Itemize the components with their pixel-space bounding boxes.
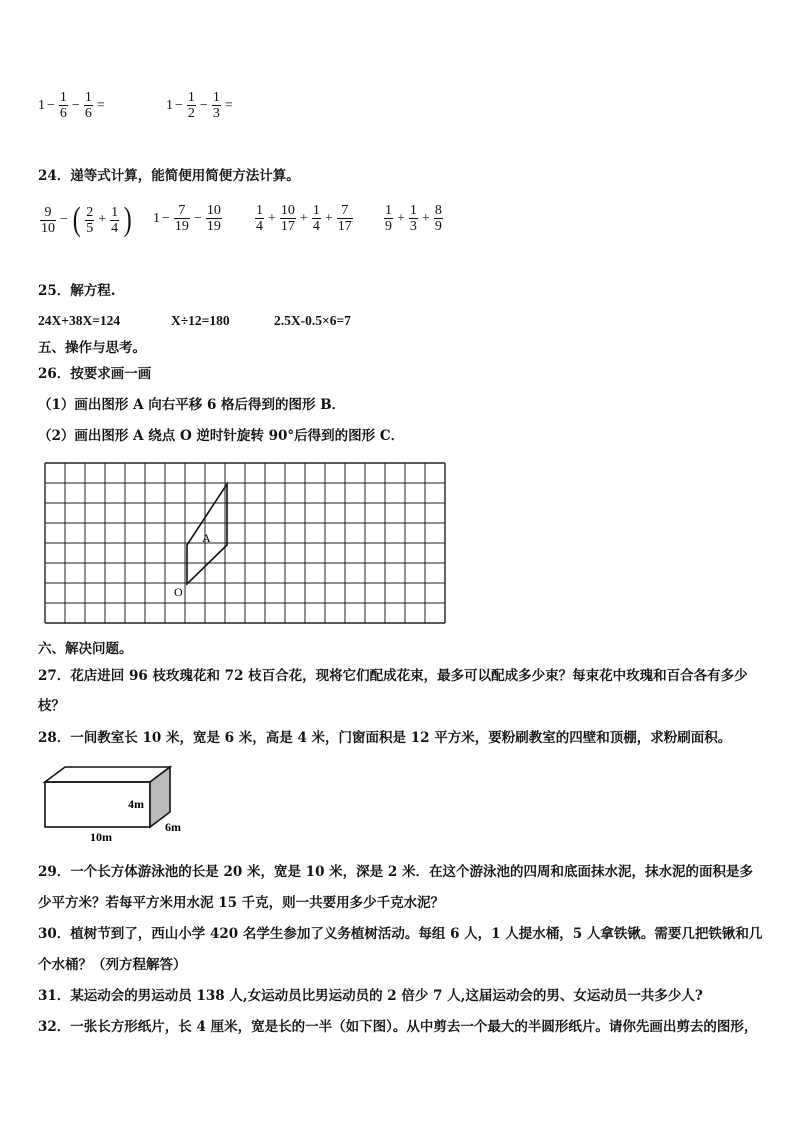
equation-1: 24X+38X=124 — [38, 313, 121, 328]
question-27-line-1: 27．花店进回 96 枝玫瑰花和 72 枝百合花，现将它们配成花束，最多可以配成多少束？每束花中玫瑰和百合各有多少 — [38, 668, 748, 684]
fraction: $\frac{2}{5}$ — [86, 204, 94, 236]
question-25: 25．解方程. — [38, 283, 116, 299]
question-30-line-2: 个水桶？（列方程解答） — [38, 957, 187, 973]
question-26-part-1: （1）画出图形 A 向右平移 6 格后得到的图形 B． — [38, 397, 346, 413]
fraction: $\frac{9}{10}$ — [41, 204, 55, 236]
plus-sign: + — [397, 210, 405, 226]
label-o: O — [174, 585, 183, 599]
minus-sign: − — [47, 97, 55, 113]
minus-sign: − — [193, 210, 202, 226]
plus-sign: + — [299, 210, 308, 226]
minus-sign: − — [71, 97, 80, 113]
fraction: $\frac{1}{6}$ — [59, 90, 67, 121]
fraction: $\frac{7}{17}$ — [337, 203, 352, 234]
plus-sign: + — [324, 210, 333, 226]
minus-sign: − — [199, 97, 208, 113]
equals-sign: = — [224, 97, 233, 113]
expression-1 — [38, 90, 107, 121]
section-5-heading: 五、操作与思考。 — [38, 340, 146, 356]
minus-sign: − — [60, 212, 68, 227]
plus-sign: + — [268, 210, 276, 226]
q24-expression-2 — [153, 203, 224, 234]
question-26: 26．按要求画一画 — [38, 366, 152, 382]
fraction: $\frac{1}{4}$ — [256, 203, 263, 234]
question-27-line-2: 枝？ — [38, 698, 65, 714]
q24-expression-3 — [253, 203, 355, 234]
question-24: 24．递等式计算，能简便用简便方法计算。 — [38, 168, 300, 184]
right-paren: ) — [123, 201, 132, 238]
question-31: 31．某运动会的男运动员 138 人,女运动员比男运动员的 2 倍少 7 人,这届运动会的男、女运动员一共多少人? — [38, 988, 703, 1004]
fraction: $\frac{1}{4}$ — [111, 204, 119, 236]
fraction: $\frac{7}{19}$ — [174, 203, 189, 234]
fraction: $\frac{1}{2}$ — [187, 90, 195, 121]
fraction: $\frac{10}{19}$ — [206, 203, 221, 234]
minus-sign: − — [175, 97, 183, 113]
fraction: $\frac{8}{9}$ — [434, 203, 442, 234]
question-29-line-2: 少平方米？若每平方米用水泥 15 千克，则一共要用多少千克水泥？ — [38, 895, 445, 911]
plus-sign: + — [98, 212, 107, 227]
fraction: $\frac{1}{6}$ — [84, 90, 92, 121]
q24-expression-1 — [38, 203, 134, 237]
left-paren: ( — [72, 201, 81, 238]
number: 1 — [166, 97, 173, 113]
grid-figure — [44, 462, 446, 631]
grid-svg — [44, 462, 446, 627]
question-32: 32．一张长方形纸片，长 4 厘米，宽是长的一半（如下图）。从中剪去一个最大的半圆形纸片。请你先画出剪去的图形， — [38, 1019, 758, 1035]
grid-lines — [45, 463, 445, 623]
equals-sign: = — [96, 97, 105, 113]
number: 1 — [38, 97, 45, 113]
width-label: 6m — [165, 820, 181, 834]
plus-sign: + — [421, 210, 430, 226]
fraction: $\frac{10}{17}$ — [280, 203, 295, 234]
number: 1 — [153, 210, 160, 226]
equation-2: X÷12=180 — [171, 313, 230, 328]
expression-2 — [166, 90, 235, 121]
height-label: 4m — [128, 797, 144, 811]
label-a: A — [202, 531, 211, 545]
minus-sign: − — [162, 210, 170, 226]
equation-3: 2.5X-0.5×6=7 — [274, 313, 351, 328]
question-28: 28．一间教室长 10 米，宽是 6 米，高是 4 米，门窗面积是 12 平方米，要粉刷教室的四壁和顶棚，求粉刷面积。 — [38, 730, 732, 746]
length-label: 10m — [90, 830, 112, 844]
question-30-line-1: 30．植树节到了，西山小学 420 名学生参加了义务植树活动。每组 6 人，1 人提水桶，5 人拿铁锹。需要几把铁锹和几 — [38, 926, 763, 942]
fraction: $\frac{1}{9}$ — [385, 203, 392, 234]
fraction: $\frac{1}{3}$ — [212, 90, 220, 121]
section-6-heading: 六、解决问题。 — [38, 641, 133, 657]
question-29-line-1: 29．一个长方体游泳池的长是 20 米，宽是 10 米，深是 2 米．在这个游泳池的四周和底面抹水泥，抹水泥的面积是多 — [38, 864, 753, 880]
fraction: $\frac{1}{3}$ — [409, 203, 417, 234]
cuboid-figure — [40, 765, 200, 845]
question-26-part-2: （2）画出图形 A 绕点 O 逆时针旋转 90°后得到的图形 C． — [38, 428, 405, 444]
q24-expression-4 — [382, 203, 445, 234]
fraction: $\frac{1}{4}$ — [312, 203, 320, 234]
